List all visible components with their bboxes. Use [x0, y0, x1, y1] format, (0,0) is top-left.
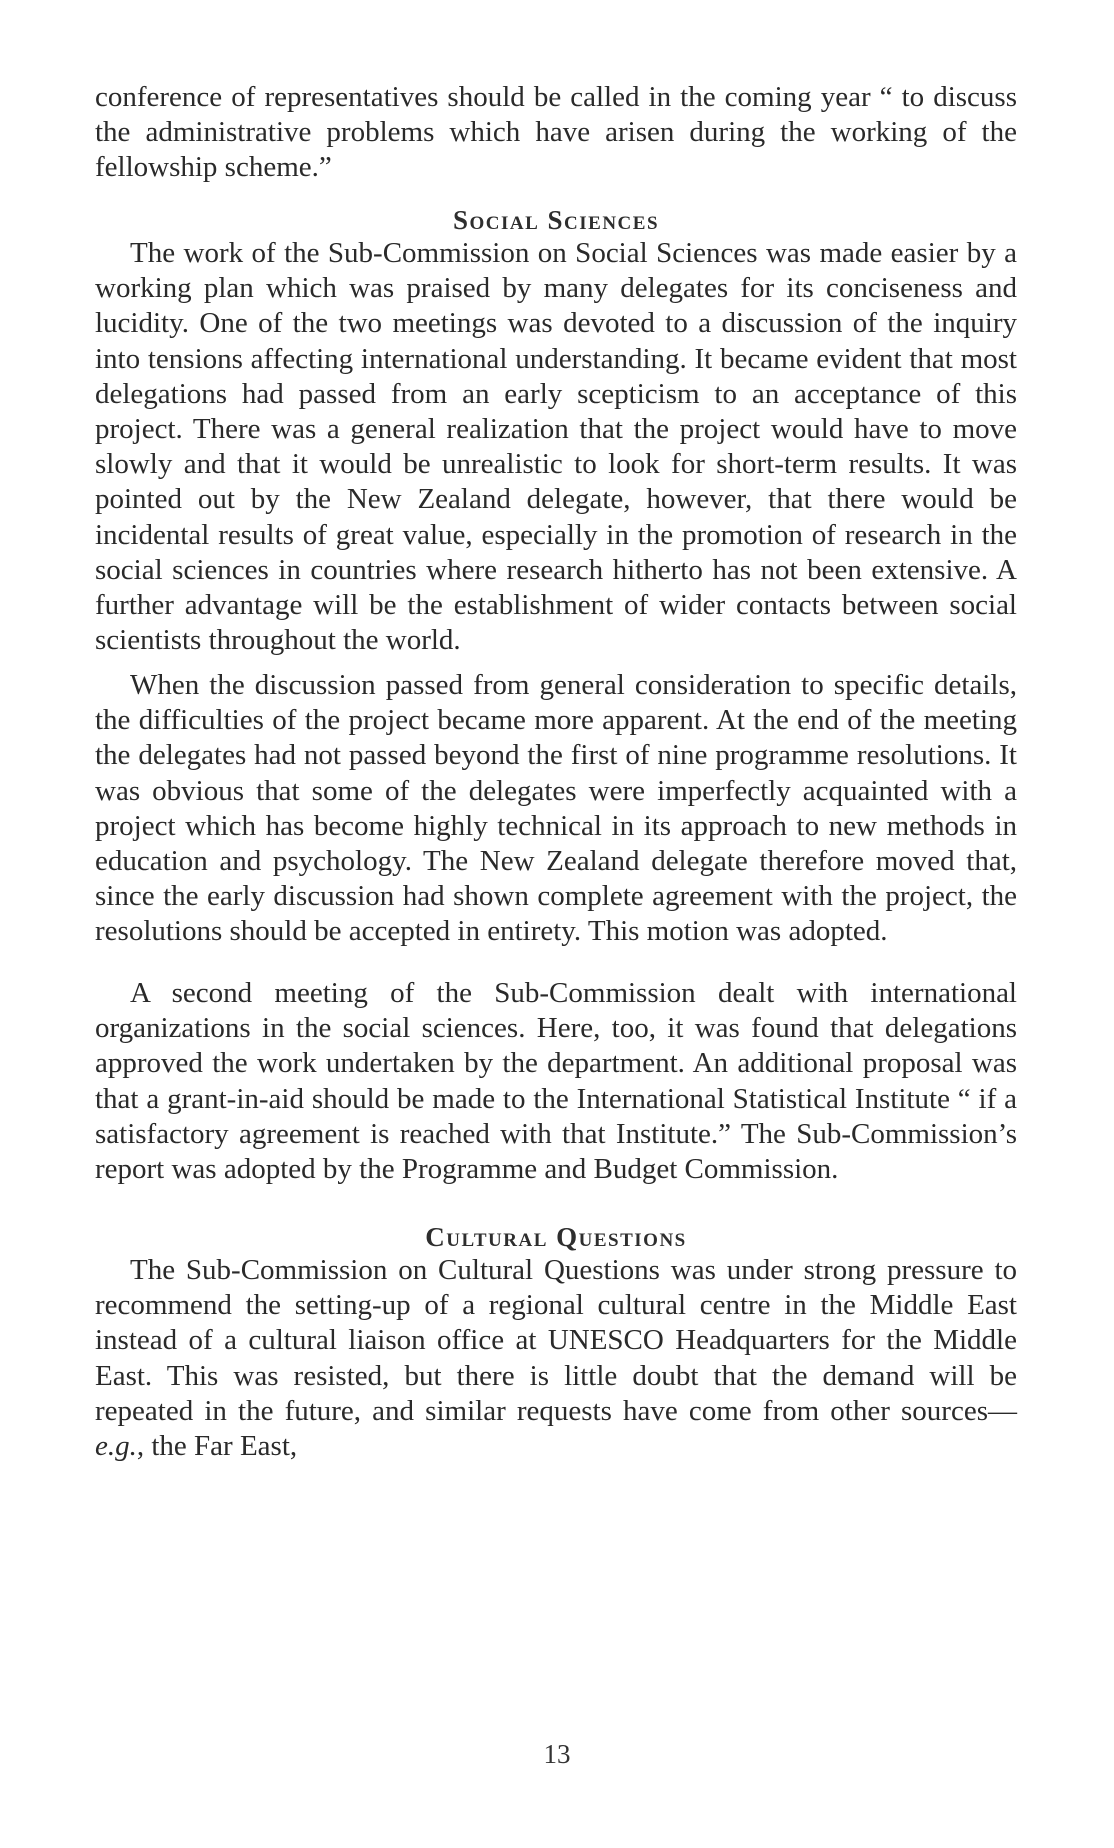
social-sciences-paragraph-3: A second meeting of the Sub-Commission dealt with international organizations in the social sciences. Here, too, it was found that delegations approved the work undertaken by the department. An additional proposal was that a grant-in-aid should be made to the International Statistical Institute “ if a satisfactory agreement is reached with that Institute.” The Sub-Commission’s report was adopted by the Programme and Budget Commission.: [95, 977, 1017, 1186]
social-sciences-paragraph-1: The work of the Sub-Commission on Social Sciences was made easier by a working plan which was praised by many delegates for its conciseness and lucidity. One of the two meetings was devoted to a discussion of the inquiry into tensions affecting international understanding. It became evident that most delegations had passed from an early scepticism to an acceptance of this project. There was a general realization that the project would have to move slowly and that it would be unrealistic to look for short-term results. It was pointed out by the New Zealand delegate, however, that there would be incidental results of great value, especially in the promotion of research in the social sciences in countries where research hitherto has not been extensive. A further advantage will be the establishment of wider contacts between social scientists throughout the world.: [95, 237, 1017, 657]
page-number: 13: [543, 1739, 571, 1769]
section-heading-cultural-questions: Cultural Questions: [425, 1222, 687, 1252]
eg-abbreviation: e.g.: [95, 1430, 137, 1463]
cultural-text-part-2: , the Far East,: [136, 1430, 298, 1463]
cultural-questions-paragraph-1: [95, 1253, 1017, 1464]
section-heading-social-sciences: Social Sciences: [452, 205, 660, 235]
continuation-paragraph: conference of representatives should be called in the coming year “ to discuss the administrative problems which have arisen during the working of the fellowship scheme.”: [95, 81, 1017, 184]
social-sciences-paragraph-2: When the discussion passed from general consideration to specific details, the difficulties of the project became more apparent. At the end of the meeting the delegates had not passed beyond the first of nine programme resolutions. It was obvious that some of the delegates were imperfectly acquainted with a project which has become highly technical in its approach to new methods in education and psychology. The New Zealand delegate therefore moved that, since the early discussion had shown complete agreement with the project, the resolutions should be accepted in entirety. This motion was adopted.: [95, 669, 1017, 948]
cultural-text-part-1: The Sub-Commission on Cultural Questions was under strong pressure to recommend the setting-up of a regional cultural centre in the Middle East instead of a cultural liaison office at UNESCO Headquarters for the Middle East. This was resisted, but there is little doubt that the demand will be repeated in the future, and similar requests have come from other sources—: [95, 1254, 1017, 1427]
